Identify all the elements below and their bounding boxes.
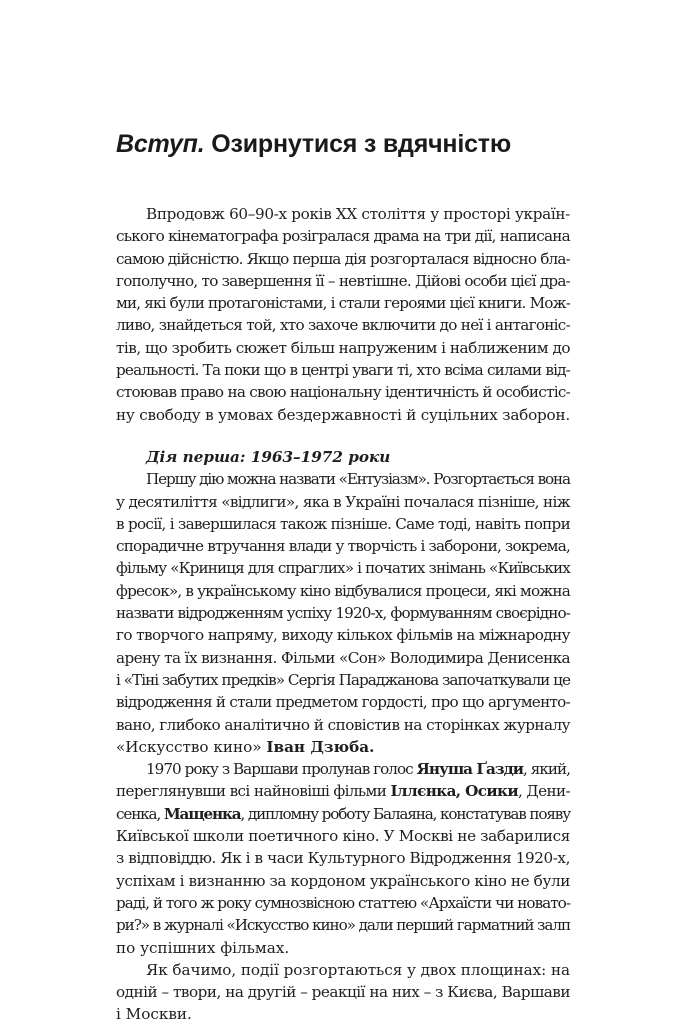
text-line: і Москви. — [116, 1005, 192, 1024]
text-line: ського кінематографа розігралася драма на три дії, написана — [116, 227, 570, 246]
text-line: самою дійсністю. Якщо перша дія розгорталася відносно бла- — [116, 249, 570, 268]
text-line: вано, глибоко аналітично й сповістив на сторінках журналу — [116, 715, 570, 734]
chapter-body — [116, 203, 570, 1026]
intro-paragraph — [116, 203, 570, 426]
paragraph-enthusiasm — [116, 468, 570, 758]
chapter-title-rest: Озирнутися з вдячністю — [204, 129, 511, 158]
text-line: Першу дію можна назвати «Ентузіазм». Розгортається вона — [146, 470, 570, 489]
text-run: «Искусство кино» — [116, 737, 267, 756]
chapter-title-italic: Вступ. — [116, 129, 205, 158]
text-line — [116, 758, 570, 780]
text-line: і «Тіні забутих предків» Сергія Параджанова започаткували це — [116, 670, 570, 689]
text-run: переглянувши всі найновіші фільми — [116, 782, 391, 801]
text-line: стоював право на свою національну ідентичність й особистіс- — [116, 383, 570, 402]
section-heading: Дія перша: 1963–1972 роки — [146, 447, 391, 466]
text-line: го творчого напряму, виходу кількох фільмів на міжнародну — [116, 626, 571, 645]
text-line: з відповіддю. Як і в часи Культурного Відродження 1920-х, — [116, 849, 570, 868]
text-run: , який, — [523, 760, 570, 779]
text-line: Як бачимо, події розгортаються у двох площинах: на — [146, 960, 570, 979]
text-line: ми, які були протагоністами, і стали героями цієї книги. Мож- — [116, 294, 570, 313]
text-line: фресок», в українському кіно відбувалися процеси, які можна — [116, 581, 570, 600]
text-line — [116, 736, 570, 758]
text-run: 1970 року з Варшави пролунав голос — [146, 760, 417, 779]
name-bold: Іллєнка, Осики — [390, 782, 518, 801]
text-line: реальності. Та поки що в центрі уваги ті, хто всіма силами від- — [116, 361, 570, 380]
text-line: в росії, і завершилася також пізніше. Саме тоді, навіть попри — [116, 514, 570, 533]
chapter-title — [116, 130, 511, 159]
text-line: ри?» в журналі «Искусство кино» дали перший гарматний залп — [116, 916, 570, 935]
text-line — [116, 803, 570, 825]
text-line: ливо, знайдеться той, хто захоче включити до неї і антагоніс- — [116, 316, 570, 335]
text-run: , дипломну роботу Балаяна, констатував появу — [240, 804, 570, 823]
text-line — [116, 780, 570, 802]
text-line: гополучно, то завершення її – невтішне. Дійові особи цієї дра- — [116, 271, 570, 290]
text-line: Київської школи поетичного кіно. У Москві не забарилися — [116, 827, 570, 846]
author-name-bold: Іван Дзюба. — [266, 737, 375, 756]
text-line: по успішних фільмах. — [116, 938, 290, 957]
text-line: спорадичне втручання влади у творчість і заборони, зокрема, — [116, 537, 570, 556]
text-line: відродження й стали предметом гордості, про що аргументо- — [116, 693, 570, 712]
name-bold: Януша Ґазди — [416, 760, 524, 779]
text-line: у десятиліття «відлиги», яка в Україні почалася пізніше, ніж — [116, 492, 570, 511]
text-run: сенка, — [116, 804, 164, 823]
text-line: ну свободу в умовах бездержавності й суцільних заборон. — [116, 405, 570, 424]
name-bold: Мащенка — [163, 804, 241, 823]
paragraph-warsaw — [116, 758, 570, 959]
text-line: раді, й того ж року сумнозвісною статтею «Архаїсти чи новато- — [116, 893, 570, 912]
text-line: одній – твори, на другій – реакції на них – з Києва, Варшави — [116, 983, 570, 1002]
text-line: Впродовж 60–90-х років XX століття у просторі україн- — [146, 205, 570, 223]
text-line: тів, що зробить сюжет більш напруженим і наближеним до — [116, 338, 571, 357]
text-run: , Дени- — [517, 782, 570, 801]
text-line: назвати відродженням успіху 1920-х, формуванням своєрідно- — [116, 604, 570, 623]
text-line: арену та їх визнання. Фільми «Сон» Володимира Денисенка — [116, 648, 570, 667]
text-line: успіхам і визнанню за кордоном українського кіно не були — [116, 871, 570, 890]
paragraph-conclusion — [116, 959, 570, 1026]
text-line: фільму «Криниця для спраглих» і початих знімань «Київських — [116, 559, 570, 578]
